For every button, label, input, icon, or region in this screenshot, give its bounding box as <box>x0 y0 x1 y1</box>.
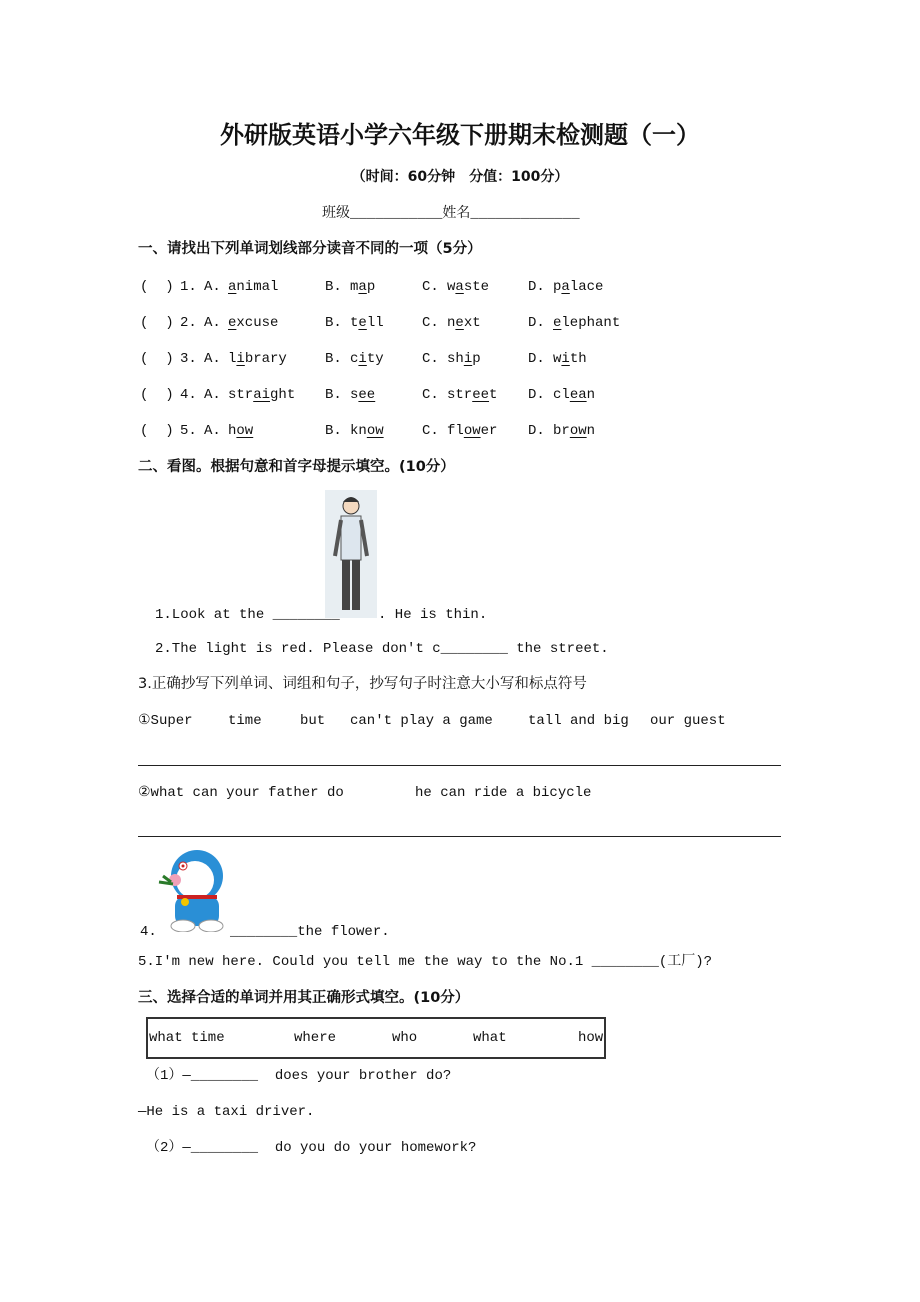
q3-item: ②what can your father do <box>138 785 344 801</box>
option-word <box>447 386 497 404</box>
word-part: lace <box>569 279 604 295</box>
page-title: 外研版英语小学六年级下册期末检测题（一） <box>220 120 700 149</box>
q4-number: 4. <box>140 924 157 940</box>
word-bank-item: who <box>392 1030 418 1046</box>
class-label: 班级 <box>322 205 350 221</box>
option-word <box>350 350 384 368</box>
underlined-letters: i <box>236 351 245 367</box>
word-part: br <box>553 423 570 439</box>
underlined-letters: a <box>358 279 367 295</box>
word-part: er <box>480 423 498 439</box>
word-part: ste <box>463 279 490 295</box>
option-letter: D. <box>528 279 545 295</box>
word-bank-item: how <box>578 1030 604 1046</box>
word-bank-item: what time <box>149 1030 225 1046</box>
word-part: ll <box>366 315 384 331</box>
q1-suffix: . He is thin. <box>378 607 488 623</box>
option-letter: C. <box>422 279 439 295</box>
word-part: p <box>472 351 481 367</box>
word-part: n <box>586 423 596 439</box>
word-part: xt <box>463 315 481 331</box>
option-word <box>350 314 384 332</box>
answer-line[interactable] <box>138 836 781 837</box>
option-word <box>447 278 489 296</box>
q5-text: 5.I'm new here. Could you tell me the way to the No.1 ________(工厂)? <box>138 954 713 970</box>
word-part: nimal <box>236 279 279 295</box>
option-word <box>228 314 278 332</box>
word-part: ght <box>270 387 296 403</box>
option-letter: B. <box>325 351 342 367</box>
option-word <box>350 278 375 296</box>
section1-heading: 一、请找出下列单词划线部分读音不同的一项（5分） <box>138 241 482 257</box>
option-word <box>228 350 287 368</box>
underlined-letters: ow <box>366 423 384 439</box>
word-bank-item: what <box>473 1030 507 1046</box>
s3-line: （1）—________ does your brother do? <box>146 1068 452 1084</box>
option-letter: A. <box>204 423 221 439</box>
word-part: lephant <box>561 315 621 331</box>
underlined-letters: ow <box>569 423 587 439</box>
answer-bracket[interactable]: ( ) <box>140 351 174 367</box>
word-part: t <box>350 315 359 331</box>
word-part: str <box>228 387 254 403</box>
underlined-letters: a <box>228 279 237 295</box>
word-part: m <box>350 279 359 295</box>
option-letter: D. <box>528 315 545 331</box>
option-word <box>350 422 384 440</box>
class-blank[interactable]: ___________ <box>350 206 443 222</box>
option-word <box>447 350 481 368</box>
option-letter: D. <box>528 351 545 367</box>
word-part: n <box>586 387 596 403</box>
word-part: s <box>350 387 359 403</box>
word-part: xcuse <box>236 315 279 331</box>
underlined-letters: e <box>455 315 464 331</box>
option-word <box>553 314 620 332</box>
word-part: p <box>366 279 376 295</box>
word-part: w <box>447 279 456 295</box>
option-letter: C. <box>422 315 439 331</box>
question-number: 4. <box>180 387 197 403</box>
underlined-letters: ee <box>472 387 490 403</box>
word-part: h <box>228 423 237 439</box>
word-part: sh <box>447 351 464 367</box>
class-name-line <box>322 204 580 223</box>
underlined-letters: i <box>561 351 570 367</box>
word-part: ty <box>366 351 384 367</box>
answer-bracket[interactable]: ( ) <box>140 387 174 403</box>
option-letter: A. <box>204 279 221 295</box>
name-label: 姓名 <box>442 205 471 221</box>
underlined-letters: ow <box>236 423 254 439</box>
word-part: str <box>447 387 473 403</box>
option-letter: D. <box>528 423 545 439</box>
answer-line[interactable] <box>138 765 781 766</box>
option-letter: B. <box>325 315 342 331</box>
underlined-letters: a <box>561 279 570 295</box>
option-letter: C. <box>422 351 439 367</box>
q3-item: tall and big <box>528 713 629 729</box>
underlined-letters: a <box>455 279 464 295</box>
underlined-letters: e <box>358 315 367 331</box>
word-part: n <box>447 315 456 331</box>
option-word <box>228 278 278 296</box>
option-word <box>228 386 295 404</box>
q3-item: time <box>228 713 262 729</box>
answer-bracket[interactable]: ( ) <box>140 315 174 331</box>
option-letter: B. <box>325 387 342 403</box>
word-part: c <box>350 351 359 367</box>
s3-line: —He is a taxi driver. <box>138 1104 315 1120</box>
word-part: w <box>553 351 562 367</box>
doraemon-image <box>155 848 227 932</box>
q3-item: our guest <box>650 713 726 729</box>
underlined-letters: e <box>228 315 237 331</box>
option-letter: A. <box>204 387 221 403</box>
question-number: 1. <box>180 279 197 295</box>
option-word <box>447 422 497 440</box>
option-letter: C. <box>422 423 439 439</box>
q1-text <box>155 606 340 624</box>
option-letter: A. <box>204 351 221 367</box>
word-part: kn <box>350 423 367 439</box>
option-word <box>228 422 253 440</box>
q3-item: can't play a game <box>350 713 493 729</box>
word-part: cl <box>553 387 570 403</box>
word-bank-box <box>146 1017 606 1059</box>
option-word <box>553 386 595 404</box>
option-word <box>350 386 375 404</box>
exam-info: （时间：60分钟 分值：100分） <box>351 169 569 185</box>
word-part: th <box>569 351 587 367</box>
option-letter: B. <box>325 279 342 295</box>
q3-item: he can ride a bicycle <box>415 785 592 801</box>
q4-text: ________the flower. <box>230 924 390 940</box>
question-number: 5. <box>180 423 197 439</box>
q2-text: 2.The light is red. Please don't c________ the street. <box>155 641 609 657</box>
word-bank-item: where <box>294 1030 337 1046</box>
option-word <box>553 350 587 368</box>
option-word <box>447 314 481 332</box>
s3-line: （2）—________ do you do your homework? <box>146 1140 477 1156</box>
underlined-letters: ee <box>358 387 376 403</box>
option-word <box>553 278 603 296</box>
q1-prefix: 1.Look at the ________ <box>155 607 340 623</box>
underlined-letters: e <box>553 315 562 331</box>
q3-item: ①Super <box>138 713 193 729</box>
underlined-letters: i <box>463 351 473 367</box>
underlined-letters: ow <box>463 423 481 439</box>
thin-man-image <box>325 490 377 618</box>
word-part: brary <box>244 351 287 367</box>
q3-item: but <box>300 713 326 729</box>
q3-instruction: 3.正确抄写下列单词、词组和句子，抄写句子时注意大小写和标点符号 <box>138 676 587 692</box>
option-word <box>553 422 595 440</box>
name-blank[interactable]: _____________ <box>470 206 580 222</box>
underlined-letters: i <box>358 351 367 367</box>
word-part: fl <box>447 423 464 439</box>
section2-heading: 二、看图。根据句意和首字母提示填空。(10分） <box>138 459 455 475</box>
question-number: 2. <box>180 315 197 331</box>
option-letter: B. <box>325 423 342 439</box>
option-letter: D. <box>528 387 545 403</box>
word-part: p <box>553 279 562 295</box>
word-part: t <box>489 387 498 403</box>
question-number: 3. <box>180 351 197 367</box>
underlined-letters: ea <box>569 387 587 403</box>
option-letter: A. <box>204 315 221 331</box>
section3-heading: 三、选择合适的单词并用其正确形式填空。(10分） <box>138 990 470 1006</box>
underlined-letters: ai <box>253 387 271 403</box>
answer-bracket[interactable]: ( ) <box>140 279 174 295</box>
option-letter: C. <box>422 387 439 403</box>
word-part: l <box>228 351 237 367</box>
answer-bracket[interactable]: ( ) <box>140 423 174 439</box>
